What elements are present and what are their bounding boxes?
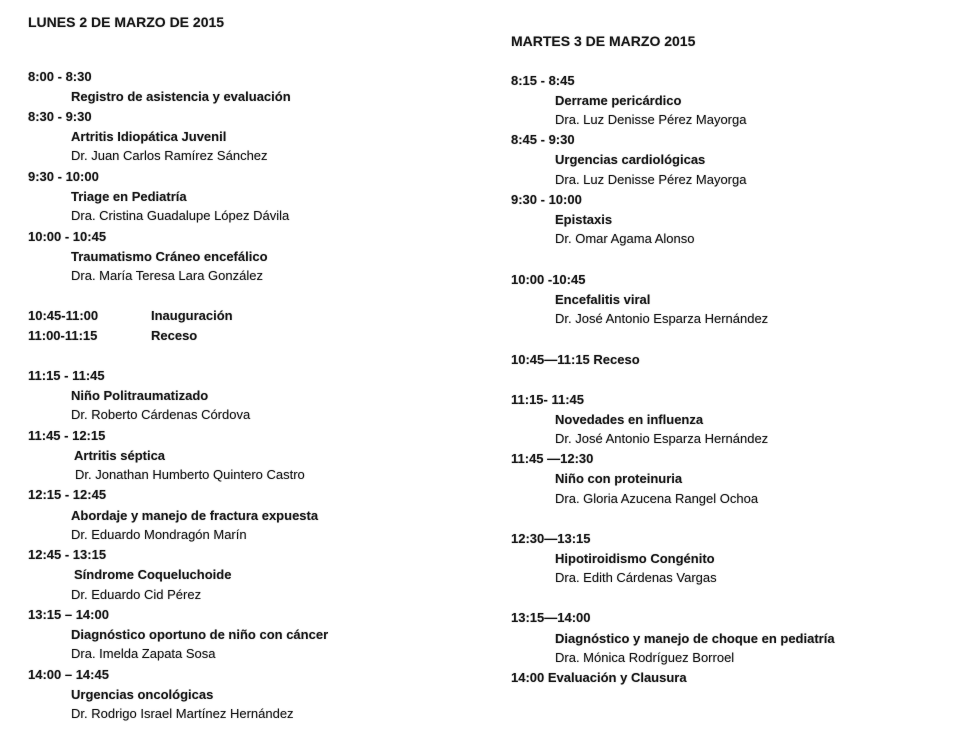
session-time: 11:15 - 11:45 [28, 368, 105, 383]
session-time: 8:45 - 9:30 [511, 132, 575, 147]
session-time: 10:45-11:00 [28, 308, 99, 323]
session-speaker: Dr. Eduardo Mondragón Marín [71, 527, 247, 542]
session-topic: Niño con proteinuria [555, 471, 683, 486]
session-topic: Diagnóstico y manejo de choque en pediatría [555, 631, 835, 646]
session-speaker: Dra. Luz Denisse Pérez Mayorga [555, 112, 747, 127]
session-speaker: Dr. Juan Carlos Ramírez Sánchez [71, 148, 268, 163]
session-topic: Diagnóstico oportuno de niño con cáncer [71, 627, 329, 642]
session-topic: Hipotiroidismo Congénito [555, 551, 715, 566]
session-speaker: Dra. Gloria Azucena Rangel Ochoa [555, 491, 759, 506]
session-speaker: Dr. José Antonio Esparza Hernández [555, 311, 769, 326]
session-topic: Receso [151, 328, 198, 343]
session-speaker: Dr. Rodrigo Israel Martínez Hernández [71, 706, 294, 721]
session-speaker: Dra. Luz Denisse Pérez Mayorga [555, 172, 747, 187]
session-time: 14:00 – 14:45 [28, 667, 109, 682]
session-time: 10:45—11:15 Receso [511, 352, 640, 367]
session-topic: Derrame pericárdico [555, 93, 682, 108]
session-speaker: Dr. José Antonio Esparza Hernández [555, 431, 769, 446]
session-time: 9:30 - 10:00 [28, 169, 99, 184]
day-title: MARTES 3 DE MARZO 2015 [511, 33, 696, 49]
session-time: 12:30—13:15 [511, 531, 591, 546]
session-time: 8:00 - 8:30 [28, 69, 92, 84]
session-speaker: Dr. Eduardo Cid Pérez [71, 587, 202, 602]
session-topic: Artritis séptica [74, 448, 166, 463]
session-time: 11:45 - 12:15 [28, 428, 106, 443]
session-topic: Niño Politraumatizado [71, 388, 209, 403]
session-time: 9:30 - 10:00 [511, 192, 582, 207]
session-speaker: Dra. Cristina Guadalupe López Dávila [71, 208, 290, 223]
session-speaker: Dr. Omar Agama Alonso [555, 231, 695, 246]
session-speaker: Dr. Jonathan Humberto Quintero Castro [75, 467, 305, 482]
session-time: 8:15 - 8:45 [511, 73, 575, 88]
session-time: 11:45 —12:30 [511, 451, 594, 466]
session-topic: Triage en Pediatría [71, 189, 187, 204]
session-speaker: Dra. María Teresa Lara González [71, 268, 263, 283]
session-topic: Abordaje y manejo de fractura expuesta [71, 508, 319, 523]
session-speaker: Dra. Imelda Zapata Sosa [71, 646, 216, 661]
session-topic: Novedades en influenza [555, 412, 704, 427]
session-time: 10:00 - 10:45 [28, 229, 107, 244]
session-topic: Artritis Idiopática Juvenil [71, 129, 227, 144]
session-time: 8:30 - 9:30 [28, 109, 92, 124]
session-time: 13:15 – 14:00 [28, 607, 109, 622]
session-time: 11:00-11:15 [28, 328, 98, 343]
session-topic: Urgencias cardiológicas [555, 152, 706, 167]
session-time: 14:00 Evaluación y Clausura [511, 670, 687, 685]
session-topic: Inauguración [151, 308, 233, 323]
session-time: 12:15 - 12:45 [28, 487, 107, 502]
session-time: 12:45 - 13:15 [28, 547, 107, 562]
session-speaker: Dra. Edith Cárdenas Vargas [555, 570, 717, 585]
session-time: 13:15—14:00 [511, 610, 591, 625]
session-topic: Registro de asistencia y evaluación [71, 89, 291, 104]
session-topic: Síndrome Coqueluchoide [74, 567, 232, 582]
session-topic: Encefalitis viral [555, 292, 651, 307]
session-time: 11:15- 11:45 [511, 392, 585, 407]
session-speaker: Dra. Mónica Rodríguez Borroel [555, 650, 735, 665]
session-topic: Urgencias oncológicas [71, 687, 214, 702]
session-speaker: Dr. Roberto Cárdenas Córdova [71, 407, 251, 422]
day-title: LUNES 2 DE MARZO DE 2015 [28, 14, 225, 30]
session-topic: Epistaxis [555, 212, 613, 227]
session-topic: Traumatismo Cráneo encefálico [71, 249, 268, 264]
session-time: 10:00 -10:45 [511, 272, 586, 287]
